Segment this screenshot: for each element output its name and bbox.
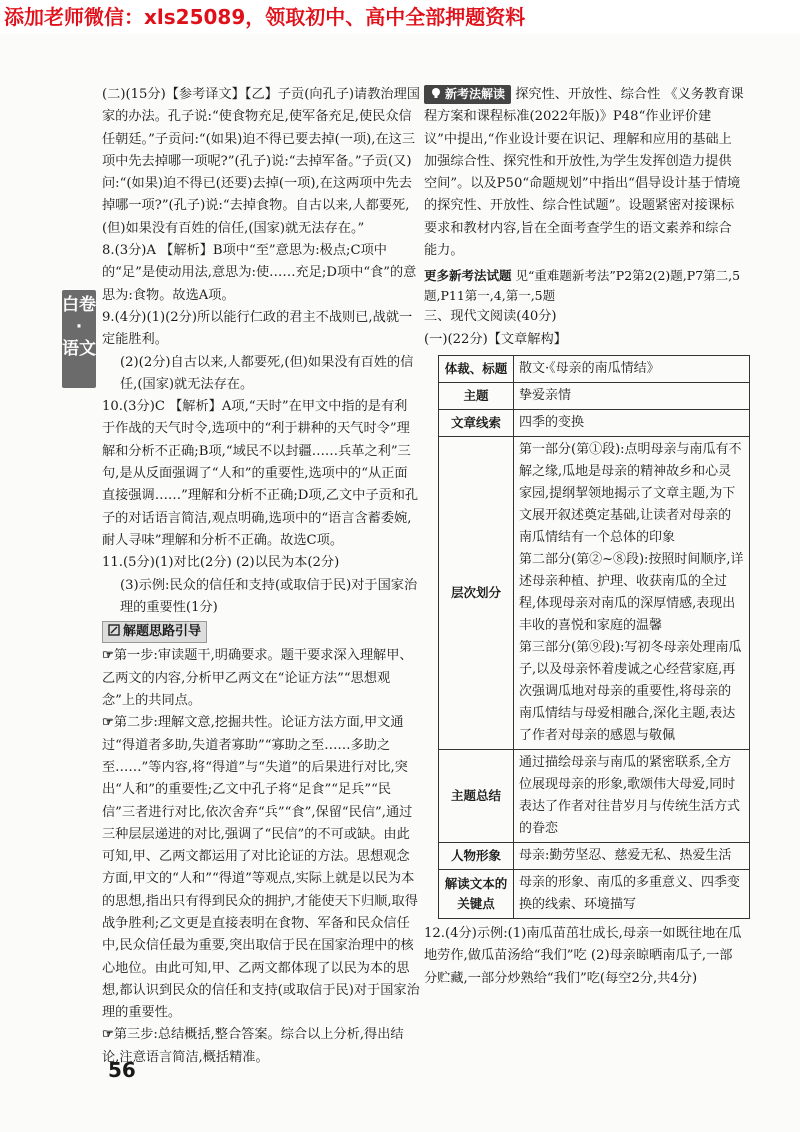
section-3-title: 三、现代文阅读(40分) — [424, 309, 557, 325]
table-row-header: 层次划分 — [439, 436, 514, 749]
guide-step-1-text: 第一步:审读题干,明确要求。题干要求深入理解甲、乙两文的内容,分析甲乙两文在“论证方法”“思想观念”上的共同点。 — [102, 648, 413, 709]
page-number: 56 — [108, 1058, 136, 1082]
table-row — [439, 842, 750, 869]
guide-step-1 — [102, 645, 420, 712]
new-exam-label-text: 新考法解读 — [445, 87, 506, 101]
new-exam-label — [424, 85, 511, 104]
more-questions-text: 见“重难题新考法”P2第2(2)题,P7第二,5题,P11第一,4,第一,5题 — [424, 268, 741, 304]
table-row-header: 文章线索 — [439, 409, 514, 436]
new-exam-interpretation — [424, 84, 744, 262]
table-row-value: 挚爱亲情 — [514, 382, 750, 409]
bulb-icon — [430, 87, 442, 99]
guide-header — [102, 621, 420, 643]
edit-icon — [108, 624, 120, 636]
hand-pointer-icon: ☞ — [102, 1027, 114, 1043]
answer-q11-part1: 11.(5分)(1)对比(2分) (2)以民为本(2分) — [102, 555, 340, 571]
table-row — [439, 436, 750, 749]
guide-step-3-text: 第三步:总结概括,整合答案。综合以上分析,得出结论,注意语言简洁,概括精准。 — [102, 1027, 404, 1065]
answer-q7-translation: (二)(15分)【参考译文】【乙】子贡(向孔子)请教治理国家的办法。孔子说:“使食物充足,使军备充足,使民众信任朝廷。”子贡问:“(如果)迫不得已要去掉(一项),在这三项中先去掉哪一项呢?”(孔子)说:“去掉军备。”子贡(又)问:“(如果)迫不得已(还要)去掉(一项),在这两项中先去掉哪一项?”(孔子)说:“去掉食物。自古以来,人都要死,(但)如果没有百姓的信任,(国家)就无法存在。” — [102, 87, 420, 236]
table-row — [439, 355, 750, 382]
guide-label — [102, 621, 207, 643]
table-row-header: 解读文本的关键点 — [439, 869, 514, 918]
table-row — [439, 749, 750, 842]
table-row-value: 散文·《母亲的南瓜情结》 — [514, 355, 750, 382]
article-structure-table — [438, 355, 750, 919]
side-tab-line-1: 白卷 — [62, 295, 96, 315]
answer-q11-part2: (3)示例:民众的信任和支持(或取信于民)对于国家治理的重要性(1分) — [120, 577, 418, 615]
answer-q9-part2: (2)(2分)自古以来,人都要死,(但)如果没有百姓的信任,(国家)就无法存在。 — [120, 354, 414, 392]
table-row-value: 母亲的形象、南瓜的多重意义、四季变换的线索、环境描写 — [514, 869, 750, 918]
hand-pointer-icon: ☞ — [102, 715, 114, 731]
table-row-value: 四季的变换 — [514, 409, 750, 436]
table-row-value: 母亲:勤劳坚忍、慈爱无私、热爱生活 — [514, 842, 750, 869]
section-3-part-1: (一)(22分)【文章解构】 — [424, 331, 567, 347]
table-row — [439, 869, 750, 918]
table-row-header: 主题 — [439, 382, 514, 409]
table-row-value: 通过描绘母亲与南瓜的紧密联系,全方位展现母亲的形象,歌颂伟大母爱,同时表达了作者对往昔岁月与传统生活方式的眷恋 — [514, 749, 750, 842]
table-row — [439, 382, 750, 409]
table-row-header: 体裁、标题 — [439, 355, 514, 382]
more-questions-title: 更多新考法试题 — [424, 268, 512, 284]
answer-q8: 8.(3分)A 【解析】B项中“至”意思为:极点;C项中的“足”是使动用法,意思为:使……充足;D项中“食”的意思为:食物。故选A项。 — [102, 243, 417, 303]
hand-pointer-icon: ☞ — [102, 648, 114, 664]
answer-q10: 10.(3分)C 【解析】A项,“天时”在甲文中指的是有利于作战的天气时令,选项中的“利于耕种的天气时令”理解和分析不正确;B项,“域民不以封疆……兵革之利”三句,是从反面强调了“人和”的重要性,选项中的“从正面直接强调……”理解和分析不正确;D项,乙文中子贡和孔子的对话语言简洁,观点明确,选项中的“语言含蓄委婉,耐人寻味”理解和分析不正确。故选C项。 — [102, 399, 419, 548]
answer-q12: 12.(4分)示例:(1)南瓜苗茁壮成长,母亲一如既往地在瓜地劳作,做瓜苗汤给“我们”吃 (2)母亲晾晒南瓜子,一部分贮藏,一部分炒熟给“我们”吃(每空2分,共4分) — [424, 925, 742, 986]
table-row-value: 第一部分(第①段):点明母亲与南瓜有不解之缘,瓜地是母亲的精神故乡和心灵家园,提纲挈领地揭示了文章主题,为下文展开叙述奠定基础,让读者对母亲的南瓜情结有一个总体的印象 第二部分(第②~⑧段):按照时间顺序,详述母亲种植、护理、收获南瓜的全过程,体现母亲对南瓜的深厚情感,表现出丰收的喜悦和家庭的温馨 第三部分(第⑨段):写初冬母亲处理南瓜子,以及母亲怀着虔诚之心经营家庭,再次强调瓜地对母亲的重要性,将母亲的南瓜情结与母爱相融合,深化主题,表达了作者对母亲的感恩与敬佩 — [514, 436, 750, 749]
guide-step-2-text: 第二步:理解文意,挖掘共性。论证方法方面,甲文通过“得道者多助,失道者寡助”“寡助之至……多助之至……”等内容,将“得道”与“失道”的后果进行对比,突出“人和”的重要性;乙文中孔子将“足食”“足兵”“民信”三者进行对比,依次舍弃“兵”“食”,保留“民信”,通过三种层层递进的对比,强调了“民信”的不可或缺。由此可知,甲、乙两文都运用了对比论证的方法。思想观念方面,甲文的“人和”“得道”等观点,实际上就是以民为本的思想,指出只有得到民众的拥护,才能使天下归顺,取得战争胜利;乙文更是直接表明在食物、军备和民众信任中,民众信任最为重要,突出取信于民在国家治理中的核心地位。由此可知,甲、乙两文都体现了以民为本的思想,都认识到民众的信任和支持(或取信于民)对于国家治理的重要性。 — [102, 715, 420, 1021]
right-column — [424, 84, 744, 990]
left-column — [102, 84, 420, 1069]
guide-label-text: 解题思路引导 — [123, 624, 202, 640]
side-tab-line-3: 语文 — [62, 339, 96, 359]
more-questions — [424, 266, 744, 306]
promo-banner: 添加老师微信：xls25089，领取初中、高中全部押题资料 — [0, 0, 800, 34]
side-tab-line-2: · — [75, 317, 83, 337]
guide-step-2 — [102, 712, 420, 1024]
table-row-header: 人物形象 — [439, 842, 514, 869]
section-side-tab — [62, 290, 96, 388]
new-exam-text: 探究性、开放性、综合性 《义务教育课程方案和课程标准(2022年版)》P48“作业评价建议”中提出,“作业设计要在识记、理解和应用的基础上加强综合性、探究性和开放性,为学生发挥创造力提供空间”。以及P50“命题规划”中指出“倡导设计基于情境的探究性、开放性、综合性试题”。设题紧密对接课标要求和教材内容,旨在全面考查学生的语文素养和综合能力。 — [424, 87, 744, 259]
table-row-header: 主题总结 — [439, 749, 514, 842]
guide-step-3 — [102, 1024, 420, 1069]
answer-q9-part1: 9.(4分)(1)(2分)所以能行仁政的君主不战则已,战就一定能胜利。 — [102, 309, 413, 348]
table-row — [439, 409, 750, 436]
